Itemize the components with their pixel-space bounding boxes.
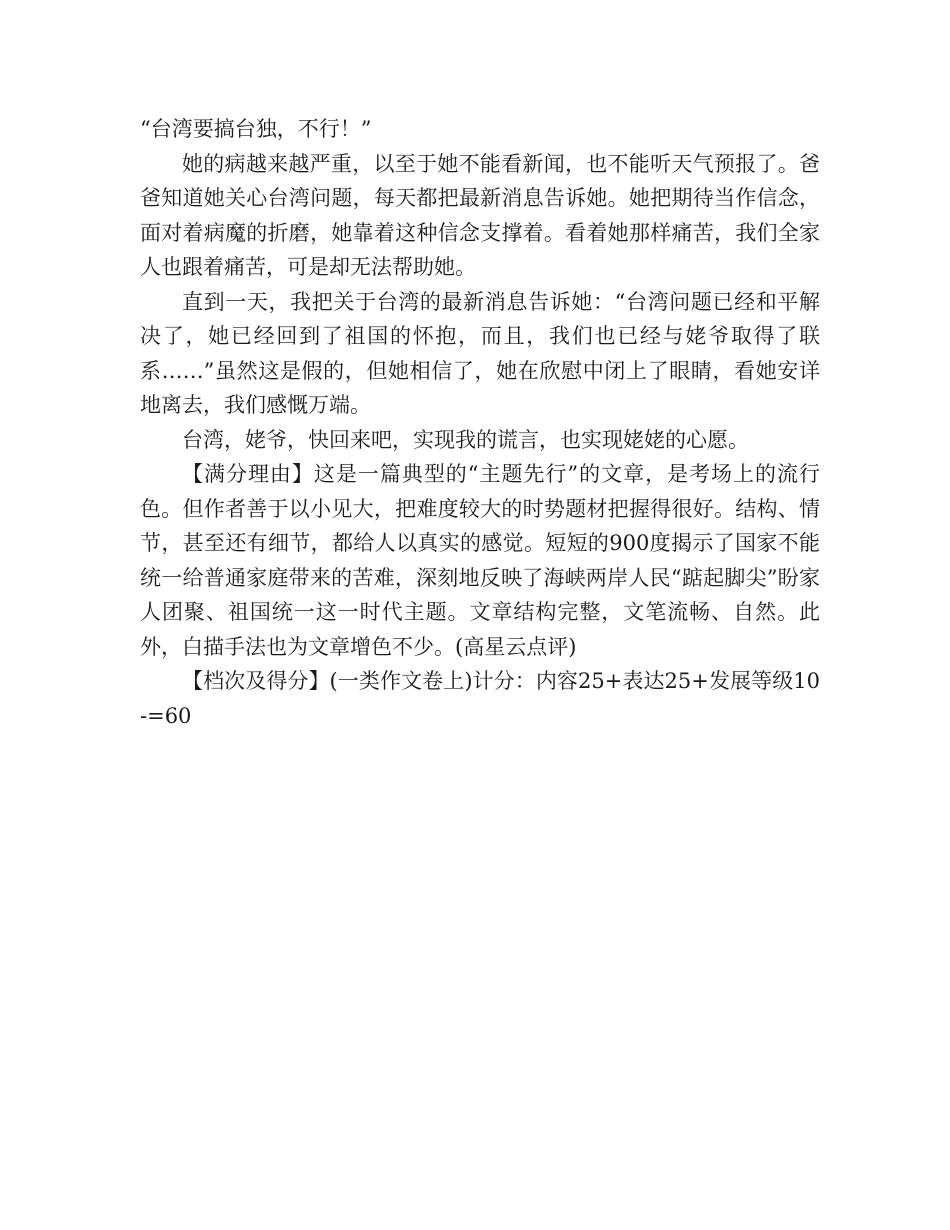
paragraph-news: 直到一天，我把关于台湾的最新消息告诉她：“台湾问题已经和平解决了，她已经回到了祖国的怀抱，而且，我们也已经与姥爷取得了联系……”虽然这是假的，但她相信了，她在欣慰中闭上了眼睛，看她安详地离去，我们感慨万端。 [140,289,820,417]
paragraph-wish: 台湾，姥爷，快回来吧，实现我的谎言，也实现姥姥的心愿。 [182,427,749,452]
paragraph-grade-score: 【档次及得分】(一类作文卷上)计分：内容25+表达25+发展等级10-=60 [140,669,820,728]
document-page [140,112,820,733]
paragraph-full-score-reason: 【满分理由】这是一篇典型的“主题先行”的文章，是考场上的流行色。但作者善于以小见大，把难度较大的时势题材把握得很好。结构、情节，甚至还有细节，都给人以真实的感觉。短短的900度揭示了国家不能统一给普通家庭带来的苦难，深刻地反映了海峡两岸人民“踮起脚尖”盼家人团聚、祖国统一这一时代主题。文章结构完整，文笔流畅、自然。此外，白描手法也为文章增色不少。(高星云点评) [140,462,820,659]
quote-line: “台湾要搞台独，不行！” [140,117,372,141]
paragraph-illness: 她的病越来越严重，以至于她不能看新闻，也不能听天气预报了。爸爸知道她关心台湾问题，每天都把最新消息告诉她。她把期待当作信念，面对着病魔的折磨，她靠着这种信念支撑着。看着她那样痛苦，我们全家人也跟着痛苦，可是却无法帮助她。 [140,151,820,279]
